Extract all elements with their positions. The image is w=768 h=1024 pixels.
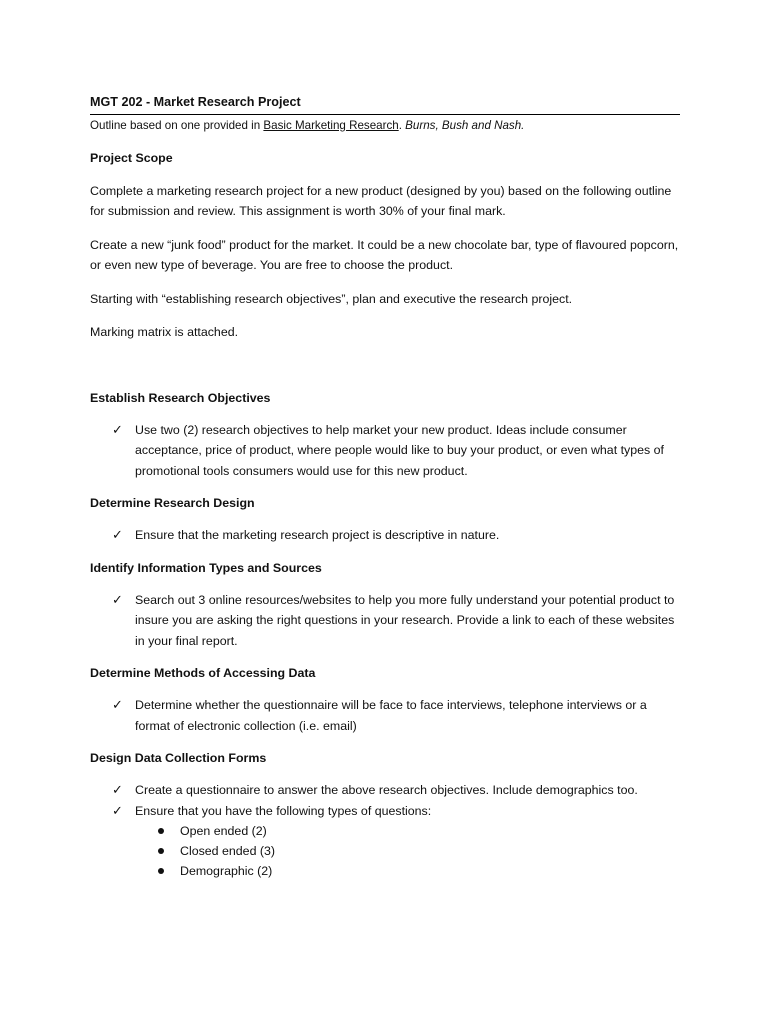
list-item-text: Determine whether the questionnaire will be face to face interviews, telephone interviews or a format of electronic collection (i.e. email) — [135, 698, 647, 733]
bullet-item-text: Open ended (2) — [180, 824, 267, 838]
information-types-heading: Identify Information Types and Sources — [90, 560, 322, 575]
establish-objectives-heading: Establish Research Objectives — [90, 390, 271, 405]
establish-objectives-list — [90, 420, 680, 482]
scope-paragraph: Create a new “junk food” product for the market. It could be a new chocolate bar, type of flavoured popcorn, or even new type of beverage. You are free to choose the product. — [90, 237, 679, 272]
document-title: MGT 202 - Market Research Project — [90, 92, 680, 115]
check-mark-icon: ✓ — [112, 802, 123, 818]
bullet-item — [90, 861, 680, 881]
check-mark-icon: ✓ — [112, 527, 123, 542]
information-types-list — [90, 590, 680, 652]
data-collection-list — [90, 780, 680, 821]
check-mark-icon: ✓ — [112, 697, 123, 712]
bullet-item-text: Closed ended (3) — [180, 844, 276, 858]
check-mark-icon: ✓ — [112, 591, 123, 607]
check-mark-icon: ✓ — [112, 782, 123, 797]
list-item-text: Ensure that you have the following types of questions: — [135, 803, 432, 818]
scope-paragraph: Marking matrix is attached. — [90, 325, 239, 339]
list-item — [90, 780, 680, 801]
project-scope-heading: Project Scope — [90, 150, 173, 165]
document-body — [90, 92, 680, 881]
bullet-dot-icon — [158, 868, 164, 874]
research-design-heading: Determine Research Design — [90, 496, 255, 510]
subtitle-authors: Burns, Bush and Nash. — [405, 118, 525, 132]
list-item — [90, 420, 680, 482]
research-design-list — [90, 525, 680, 546]
subtitle-prefix: Outline based on one provided in — [90, 118, 264, 132]
bullet-item — [90, 821, 680, 841]
question-types-list — [90, 821, 680, 881]
data-collection-heading: Design Data Collection Forms — [90, 751, 267, 765]
bullet-item-text: Demographic (2) — [180, 864, 273, 878]
list-item-text: Search out 3 online resources/websites to help you more fully understand your potential product to insure you are asking the right questions in your research. Provide a link to each of these websites in your final report. — [135, 592, 675, 648]
bullet-dot-icon — [158, 848, 164, 854]
check-mark-icon: ✓ — [112, 421, 123, 437]
bullet-item — [90, 841, 680, 861]
list-item — [90, 695, 680, 736]
list-item-text: Ensure that the marketing research project is descriptive in nature. — [135, 528, 500, 542]
bullet-dot-icon — [158, 828, 164, 834]
accessing-data-list — [90, 695, 680, 736]
subtitle-period: . — [398, 118, 406, 132]
list-item-text: Create a questionnaire to answer the above research objectives. Include demographics too. — [135, 783, 638, 797]
list-item-text: Use two (2) research objectives to help market your new product. Ideas include consumer acceptance, price of product, where people would like to buy your product, or even what types of promotional tools consumers would use for this new product. — [135, 422, 664, 478]
reference-link[interactable]: Basic Marketing Research — [263, 118, 399, 132]
list-item — [90, 801, 680, 822]
accessing-data-heading: Determine Methods of Accessing Data — [90, 666, 316, 680]
scope-paragraph: Complete a marketing research project for a new product (designed by you) based on the following outline for submission and review. This assignment is worth 30% of your final mark. — [90, 183, 672, 218]
list-item — [90, 590, 680, 652]
document-subtitle — [90, 116, 680, 136]
list-item — [90, 525, 680, 546]
scope-paragraph: Starting with “establishing research objectives”, plan and executive the research project. — [90, 291, 573, 306]
